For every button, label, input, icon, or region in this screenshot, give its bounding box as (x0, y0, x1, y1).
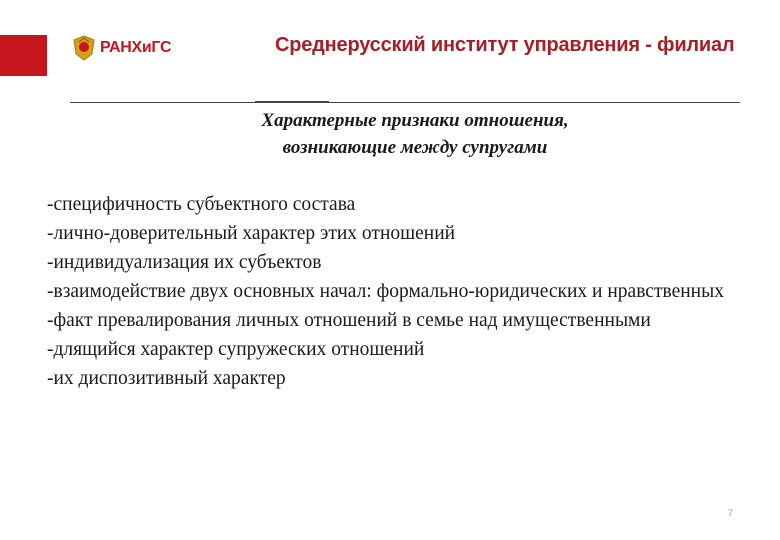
slide-title-line-1: Характерные признаки отношения, (261, 110, 569, 131)
list-item: -их диспозитивный характер (47, 368, 286, 389)
list-item: -специфичность субъектного состава (47, 194, 356, 215)
list-item: -длящийся характер супружеских отношений (47, 339, 425, 360)
logo-text: РАНХиГС (100, 39, 172, 56)
header-divider-accent (255, 101, 329, 103)
slide-title (160, 107, 670, 161)
ranepa-logo (72, 33, 171, 63)
page-number: 7 (728, 508, 734, 518)
features-list (47, 190, 740, 393)
list-item: -взаимодействие двух основных начал: формально-юридических и нравственных (47, 281, 724, 302)
list-item: -индивидуализация их субъектов (47, 252, 322, 273)
list-item: -лично-доверительный характер этих отношений (47, 223, 456, 244)
list-item: -факт превалирования личных отношений в семье над имущественными (47, 310, 651, 331)
institute-name: Среднерусский институт управления - филиал (275, 34, 735, 56)
header-divider (70, 102, 740, 103)
emblem-icon (72, 34, 96, 62)
slide-title-line-2: возникающие между супругами (282, 137, 548, 158)
red-accent-bar (0, 35, 47, 76)
